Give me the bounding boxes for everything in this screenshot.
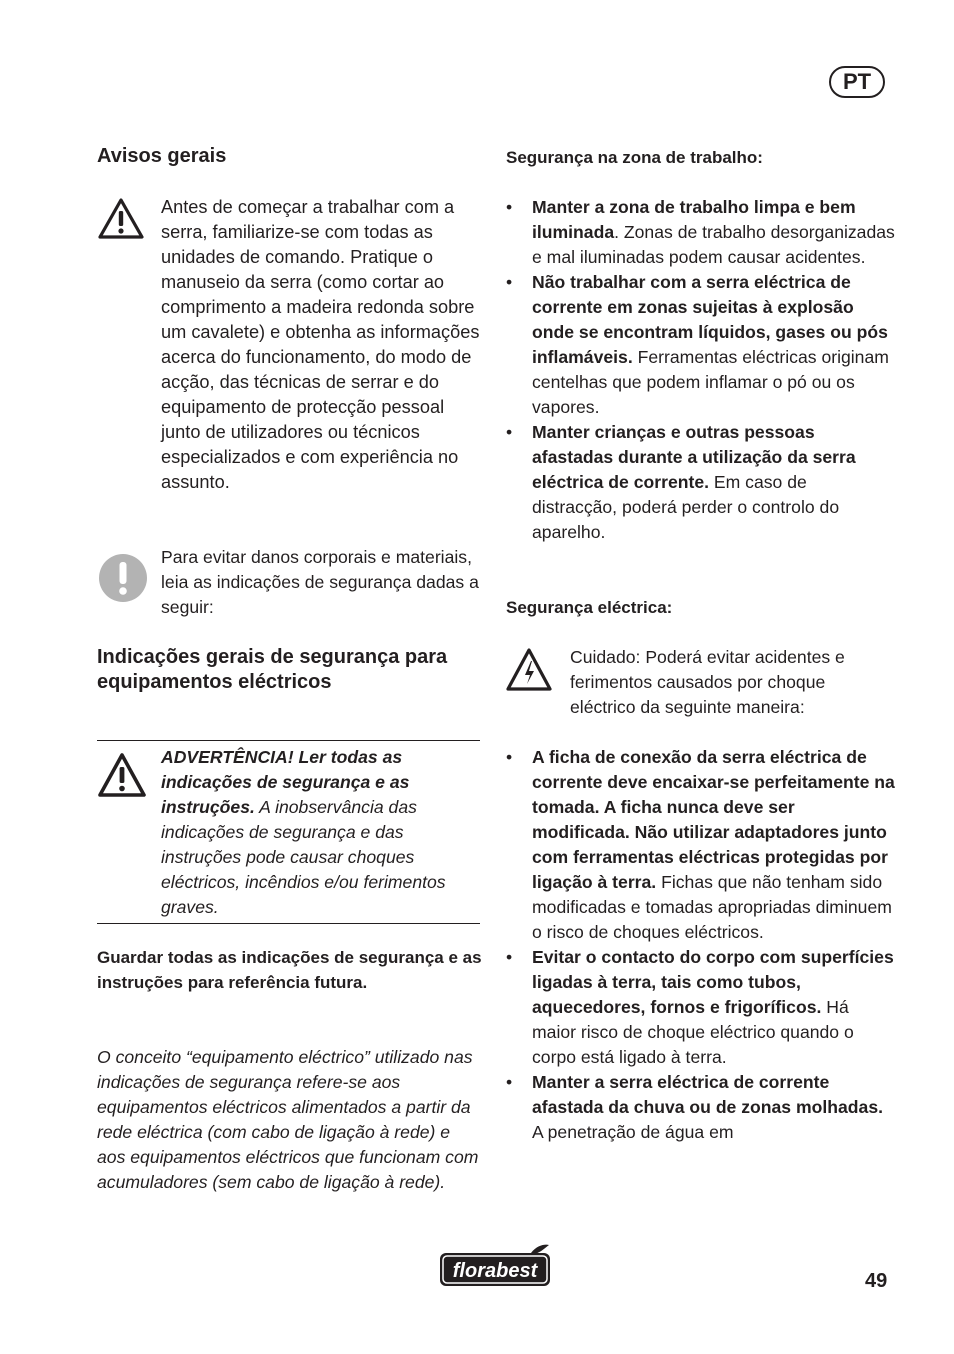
- list-item-bold: Não trabalhar com a serra eléctrica de corrente em zonas sujeitas à explosão onde se encontram líquidos, gases ou pós inflamáveis.: [532, 272, 888, 367]
- list-item: [506, 1070, 896, 1145]
- warning-body-text: A inobservância das indicações de segurança e das instruções pode causar choques eléctricos, incêndios e/ou ferimentos graves.: [161, 797, 446, 917]
- list-item-bold: Manter a zona de trabalho limpa e bem iluminada: [532, 197, 856, 242]
- electric-hazard-icon: [505, 647, 553, 693]
- list-item-text: . Zonas de trabalho desorganizadas e mal iluminadas podem causar acidentes.: [532, 222, 895, 267]
- list-item: [506, 945, 896, 1070]
- language-badge: PT: [829, 66, 885, 98]
- warning-triangle-icon: [97, 197, 145, 241]
- section-title-avisos: Avisos gerais: [97, 145, 227, 167]
- warning-triangle-icon: [97, 752, 147, 799]
- divider-top: [97, 740, 480, 741]
- divider-bottom: [97, 923, 480, 924]
- list-item-bold: Manter a serra eléctrica de corrente afastada da chuva ou de zonas molhadas.: [532, 1072, 883, 1117]
- page-number: 49: [865, 1270, 888, 1292]
- list-item-text: Há maior risco de choque eléctrico quando o corpo está ligado à terra.: [532, 997, 854, 1067]
- section-title-zona: Segurança na zona de trabalho:: [506, 148, 763, 167]
- list-item-text: Ferramentas eléctricas originam centelhas que podem inflamar o pó ou os vapores.: [532, 347, 889, 417]
- elec-list: [506, 745, 896, 1145]
- elec-note-paragraph: Cuidado: Poderá evitar acidentes e ferimentos causados por choque eléctrico da seguinte maneira:: [570, 647, 845, 717]
- list-item-bold: Manter crianças e outras pessoas afastadas durante a utilização da serra eléctrica de corrente.: [532, 422, 856, 492]
- guardar-paragraph: Guardar todas as indicações de segurança e as instruções para referência futura.: [97, 948, 482, 992]
- list-item: [506, 195, 896, 270]
- list-item-text: Fichas que não tenham sido modificadas e tomadas apropriadas diminuem o risco de choques eléctricos.: [532, 872, 892, 942]
- logo-text: florabest: [452, 1260, 538, 1282]
- florabest-logo: [437, 1243, 553, 1289]
- section-title-eletrica: Segurança eléctrica:: [506, 598, 673, 617]
- list-item-bold: A ficha de conexão da serra eléctrica de corrente deve encaixar-se perfeitamente na tomada. A ficha nunca deve ser modificada. Não utilizar adaptadores junto com ferramentas eléctricas protegidas por ligação à terra.: [532, 747, 895, 892]
- warning-bold-text: ADVERTÊNCIA! Ler todas as indicações de segurança e as instruções.: [161, 747, 410, 817]
- list-item-bold: Evitar o contacto do corpo com superfícies ligadas à terra, tais como tubos, aquecedores, fornos e frigoríficos.: [532, 947, 894, 1017]
- conceito-paragraph: O conceito “equipamento eléctrico” utilizado nas indicações de segurança refere-se aos equipamentos eléctricos alimentados a partir da rede eléctrica (com cabo de ligação à rede) e aos equipamentos eléctricos que funcionam com acumuladores (sem cabo de ligação à rede).: [97, 1047, 479, 1192]
- exclamation-circle-icon: [98, 553, 148, 603]
- list-item-text: Em caso de distracção, poderá perder o controlo do aparelho.: [532, 472, 840, 542]
- avisos-paragraph: Antes de começar a trabalhar com a serra, familiarize-se com todas as unidades de comando. Pratique o manuseio da serra (como cortar ao comprimento a madeira redonda sobre um cavalete) e obtenha as informações acerca do funcionamento, do modo de acção, das técnicas de serrar e do equipamento de protecção pessoal junto de utilizadores ou técnicos especializados e com experiência no assunto.: [161, 197, 480, 492]
- note-paragraph: Para evitar danos corporais e materiais, leia as indicações de segurança dadas a seguir:: [161, 547, 479, 617]
- list-item: [506, 745, 896, 945]
- list-item-text: A penetração de água em: [532, 1122, 734, 1142]
- list-item: [506, 420, 896, 545]
- zona-list: [506, 195, 896, 545]
- section-title-indicacoes: Indicações gerais de segurança para equipamentos eléctricos: [97, 646, 448, 693]
- list-item: [506, 270, 896, 420]
- warning-paragraph: [161, 745, 483, 920]
